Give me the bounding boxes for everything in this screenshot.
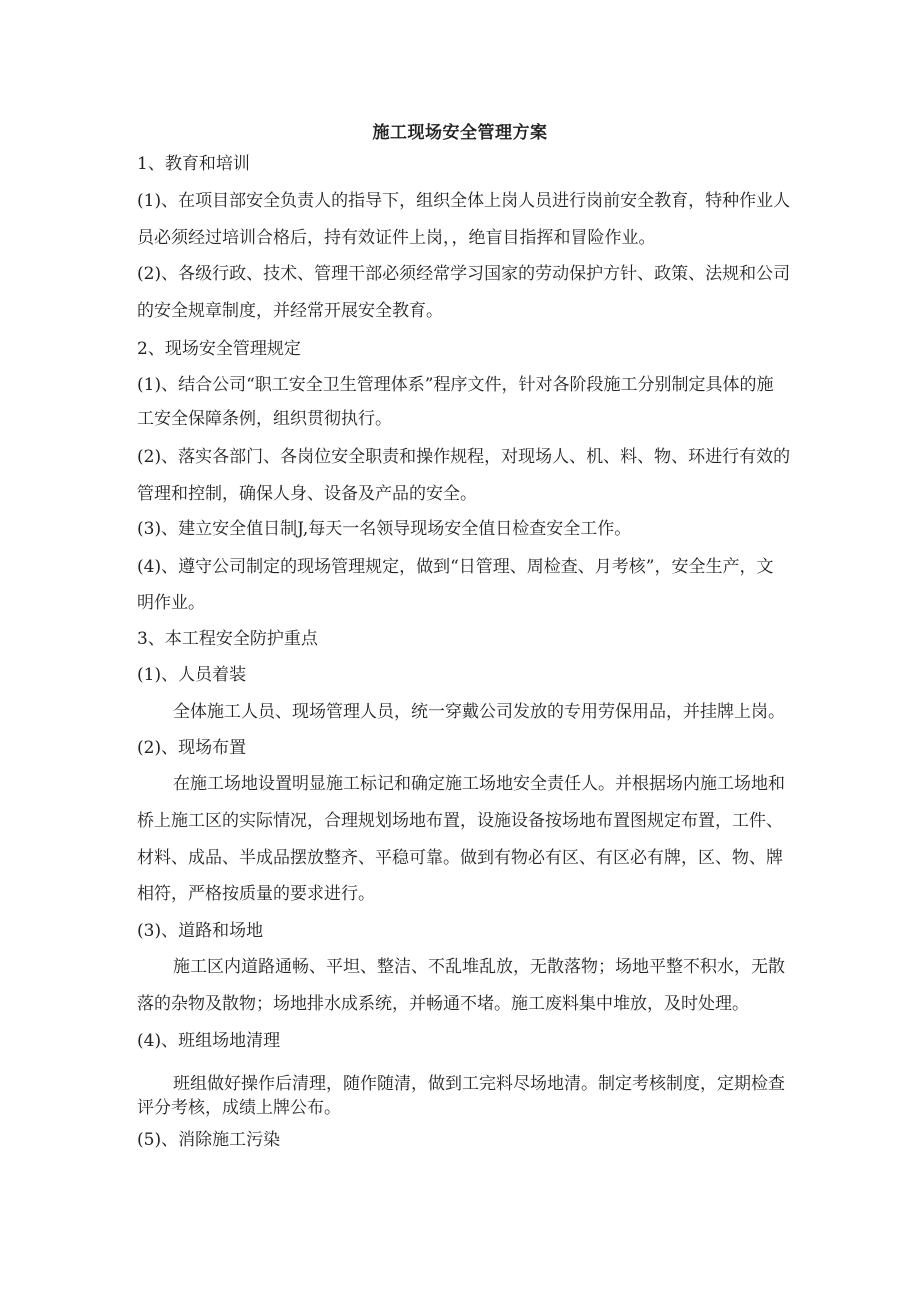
paragraph-line: 材料、成品、半成品摆放整齐、平稳可靠。做到有物必有区、有区必有牌，区、物、牌 <box>137 848 783 868</box>
paragraph-line: (4)、遵守公司制定的现场管理规定，做到“日管理、周检查、月考核”，安全生产，文 <box>137 557 774 577</box>
subheading: (1)、人员着装 <box>137 665 247 685</box>
paragraph-line: (3)、建立安全值日制J,每天一名领导现场安全值日检查安全工作。 <box>137 519 632 539</box>
paragraph-line: 员必须经过培训合格后，持有效证件上岗，，绝盲目指挥和冒险作业。 <box>137 228 656 248</box>
paragraph-line: 在施工场地设置明显施工标记和确定施工场地安全责任人。并根据场内施工场地和 <box>173 774 785 794</box>
page-title: 施工现场安全管理方案 <box>372 123 548 143</box>
paragraph-line: (2)、各级行政、技术、管理干部必须经常学习国家的劳动保护方针、政策、法规和公司 <box>137 264 791 284</box>
subheading: (4)、班组场地清理 <box>137 1031 281 1051</box>
section-heading-1: 1、教育和培训 <box>137 154 250 174</box>
subheading: (2)、现场布置 <box>137 738 247 758</box>
paragraph-line: 评分考核，成绩上牌公布。 <box>137 1098 341 1118</box>
subheading: (3)、道路和场地 <box>137 921 264 941</box>
section-heading-3: 3、本工程安全防护重点 <box>137 629 318 649</box>
paragraph-line: 班组做好操作后清理，随作随清，做到工完料尽场地清。制定考核制度，定期检查 <box>173 1074 785 1094</box>
paragraph-line: 施工区内道路通畅、平坦、整洁、不乱堆乱放，无散落物；场地平整不积水，无散 <box>173 957 785 977</box>
paragraph-line: 工安全保障条例，组织贯彻执行。 <box>137 409 392 429</box>
paragraph-line: 明作业。 <box>137 593 205 613</box>
paragraph-line: 管理和控制，确保人身、设备及产品的安全。 <box>137 484 477 504</box>
paragraph-line: 的安全规章制度，并经常开展安全教育。 <box>137 301 443 321</box>
paragraph-line: 桥上施工区的实际情况，合理规划场地布置，设施设备按场地布置图规定布置，工件、 <box>137 811 783 831</box>
paragraph-line: 全体施工人员、现场管理人员，统一穿戴公司发放的专用劳保用品，并挂牌上岗。 <box>173 702 785 722</box>
paragraph-line: (2)、落实各部门、各岗位安全职责和操作规程，对现场人、机、料、物、环进行有效的 <box>137 447 791 467</box>
section-heading-2: 2、现场安全管理规定 <box>137 339 301 359</box>
paragraph-line: (1)、在项目部安全负责人的指导下，组织全体上岗人员进行岗前安全教育，特种作业人 <box>137 191 791 211</box>
subheading: (5)、消除施工污染 <box>137 1130 281 1150</box>
paragraph-line: (1)、结合公司“职工安全卫生管理体系”程序文件，针对各阶段施工分别制定具体的施 <box>137 375 774 395</box>
paragraph-line: 相符，严格按质量的要求进行。 <box>137 884 375 904</box>
paragraph-line: 落的杂物及散物；场地排水成系统，并畅通不堵。施工废料集中堆放，及时处理。 <box>137 994 749 1014</box>
